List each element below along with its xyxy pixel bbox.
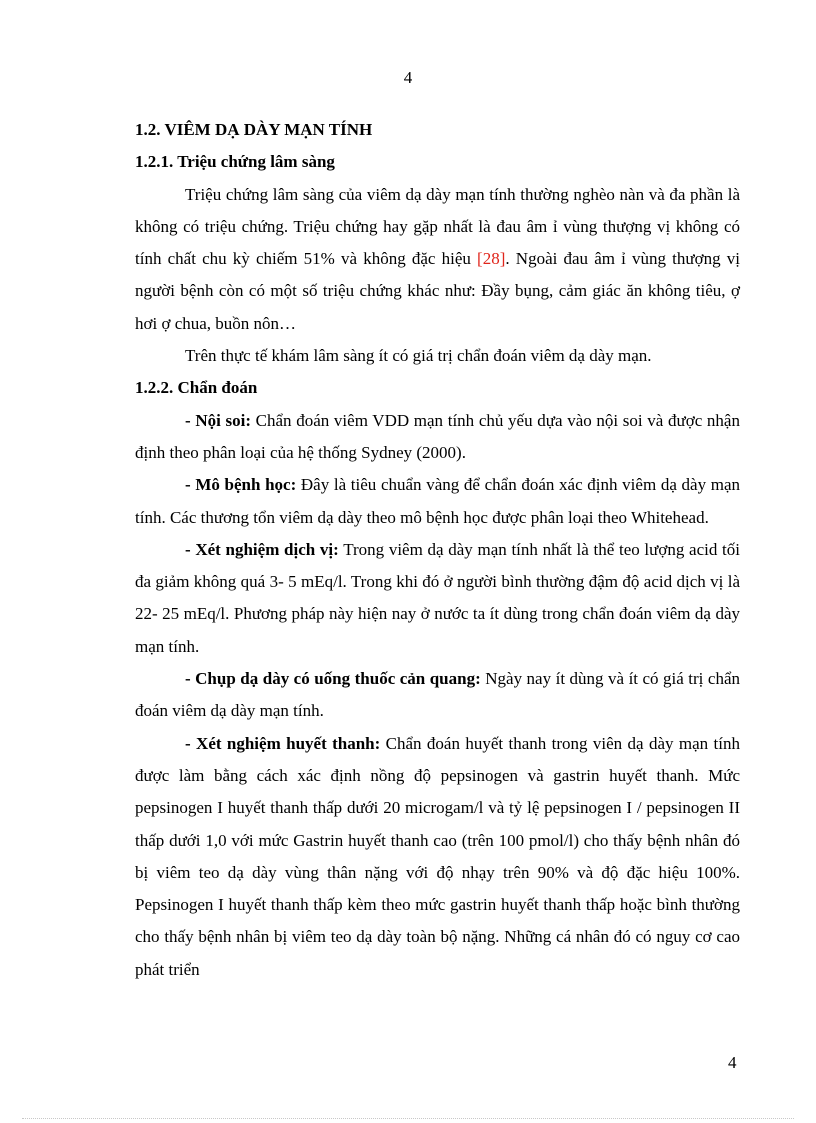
citation-link[interactable]: [28]: [477, 249, 506, 269]
item-label: - Xét nghiệm huyết thanh:: [185, 733, 381, 753]
item-label: - Nội soi:: [185, 410, 251, 430]
item-serology: [135, 728, 740, 986]
subsection-heading-diagnosis: 1.2.2. Chẩn đoán: [135, 378, 258, 398]
paragraph-text: . Ngoài đau âm ỉ vùng thượng vị người bệnh còn có một số triệu chứng khác như: Đầy bụng, cảm giác ăn không tiêu, ợ hơi ợ chua, buồn nôn…: [135, 249, 740, 333]
item-gastric-juice: [135, 534, 740, 663]
section-heading: 1.2. VIÊM DẠ DÀY MẠN TÍNH: [135, 120, 373, 139]
item-text: Đây là tiêu chuẩn vàng để chẩn đoán xác định viêm dạ dày mạn tính. Các thương tổn viêm dạ dày theo mô bệnh học được phân loại theo Whitehead.: [135, 475, 740, 527]
item-label: - Chụp dạ dày có uống thuốc cản quang:: [185, 669, 481, 689]
page-number-bottom: 4: [728, 1053, 737, 1072]
document-body: [135, 114, 740, 986]
paragraph-text: Triệu chứng lâm sàng của viêm dạ dày mạn tính thường nghèo nàn và đa phần là không có triệu chứng. Triệu chứng hay gặp nhất là đau âm ỉ vùng thượng vị không có tính chất chu kỳ chiếm 51% và không đặc hiệu: [135, 184, 740, 269]
page-break-divider: [22, 1118, 794, 1119]
item-endoscopy: [135, 405, 740, 470]
subsection-heading-symptoms: 1.2.1. Triệu chứng lâm sàng: [135, 152, 335, 172]
page-number-top: 4: [403, 68, 413, 87]
item-label: - Mô bệnh học:: [185, 475, 297, 495]
item-text: Trong viêm dạ dày mạn tính nhất là thể teo lượng acid tối đa giảm không quá 3- 5 mEq/l. Trong khi đó ở người bình thường đậm độ acid dịch vị là 22- 25 mEq/l. Phương pháp này hiện nay ở nước ta ít dùng trong chẩn đoán viêm dạ dày mạn tính.: [135, 539, 740, 656]
item-text: Chẩn đoán huyết thanh trong viên dạ dày mạn tính được làm bằng cách xác định nồng độ pepsinogen và gastrin huyết thanh. Mức pepsinogen I huyết thanh thấp dưới 20 microgam/l và tỷ lệ pepsinogen I / pepsinogen II thấp dưới 1,0 với mức Gastrin huyết thanh cao (trên 100 pmol/l) cho thấy bệnh nhân đó bị viêm teo dạ dày vùng thân nặng với độ nhạy trên 90% và độ đặc hiệu 100%. Pepsinogen I huyết thanh thấp kèm theo mức gastrin huyết thanh thấp hoặc bình thường cho thấy bệnh nhân bị viêm teo dạ dày toàn bộ nặng. Những cá nhân đó có nguy cơ cao phát triển: [135, 733, 740, 979]
paragraph-symptoms: [135, 179, 740, 340]
item-contrast-xray: [135, 663, 740, 728]
item-text: Chẩn đoán viêm VDD mạn tính chủ yếu dựa vào nội soi và được nhận định theo phân loại của hệ thống Sydney (2000).: [135, 410, 740, 462]
item-label: - Xét nghiệm dịch vị:: [185, 539, 339, 559]
item-histopathology: [135, 469, 740, 534]
item-text: Ngày nay ít dùng và ít có giá trị chẩn đoán viêm dạ dày mạn tính.: [135, 669, 740, 721]
paragraph-clinical: Trên thực tế khám lâm sàng ít có giá trị chẩn đoán viêm dạ dày mạn.: [185, 346, 652, 366]
